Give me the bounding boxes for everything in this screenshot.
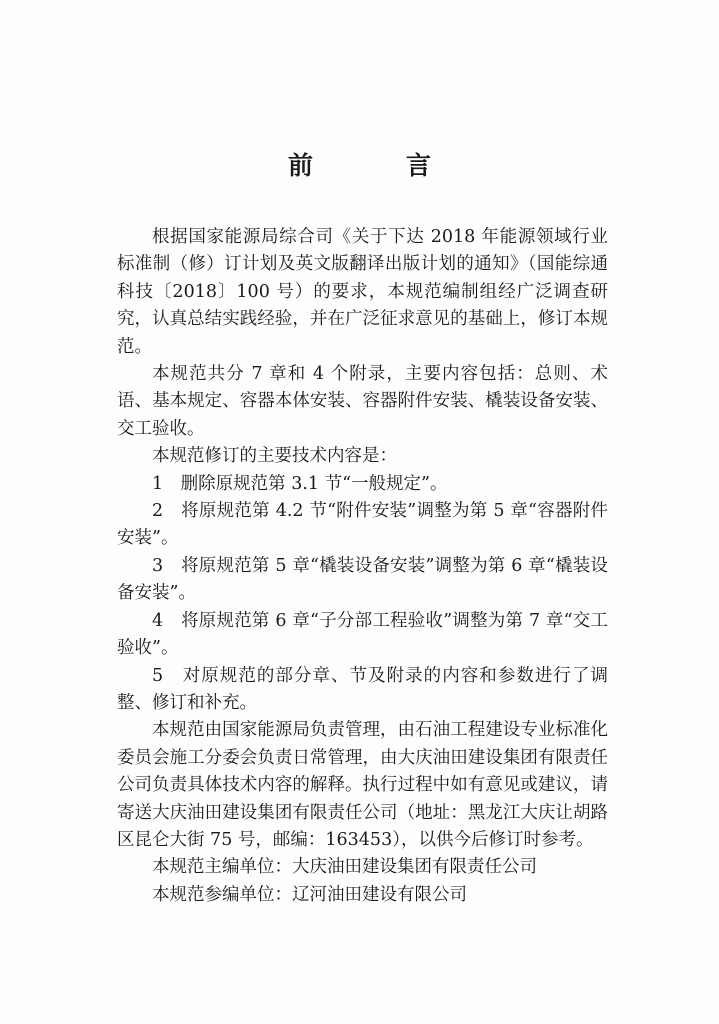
page-title: 前 言 — [287, 151, 465, 180]
list-item-revision-4: 4 将原规范第 6 章“子分部工程验收”调整为第 7 章“交工验收”。 — [117, 610, 608, 659]
paragraph-chief-editor: 本规范主编单位：大庆油田建设集团有限责任公司 — [152, 857, 537, 878]
list-item-revision-1: 1 删除原规范第 3.1 节“一般规定”。 — [152, 473, 448, 494]
list-item-revision-3: 3 将原规范第 5 章“橇装设备安装”调整为第 6 章“橇装设备安装”。 — [117, 555, 608, 604]
body-text — [117, 224, 608, 909]
list-item-revision-5: 5 对原规范的部分章、节及附录的内容和参数进行了调整、修订和补充。 — [117, 665, 608, 713]
paragraph-revision-intro: 本规范修订的主要技术内容是： — [152, 446, 397, 467]
paragraph-structure: 本规范共分 7 章和 4 个附录，主要内容包括：总则、术语、基本规定、容器本体安装、容器附件安装、橇装设备安装、交工验收。 — [117, 364, 608, 439]
paragraph-co-editor: 本规范参编单位：辽河油田建设有限公司 — [152, 884, 467, 905]
paragraph-basis: 根据国家能源局综合司《关于下达 2018 年能源领域行业标准制（修）订计划及英文版翻译出版计划的通知》（国能综通科技〔2018〕100 号）的要求，本规范编制组经广泛调查研究，认真总结实践经验，并在广泛征求意见的基础上，修订本规范。 — [117, 227, 608, 357]
list-item-revision-2: 2 将原规范第 4.2 节“附件安装”调整为第 5 章“容器附件安装”。 — [117, 501, 608, 549]
paragraph-management: 本规范由国家能源局负责管理，由石油工程建设专业标准化委员会施工分委会负责日常管理，由大庆油田建设集团有限责任公司负责具体技术内容的解释。执行过程中如有意见或建议，请寄送大庆油田建设集团有限责任公司（地址：黑龙江大庆让胡路区昆仑大街 75 号，邮编：163453），以供今后修订时参考。 — [117, 720, 608, 850]
